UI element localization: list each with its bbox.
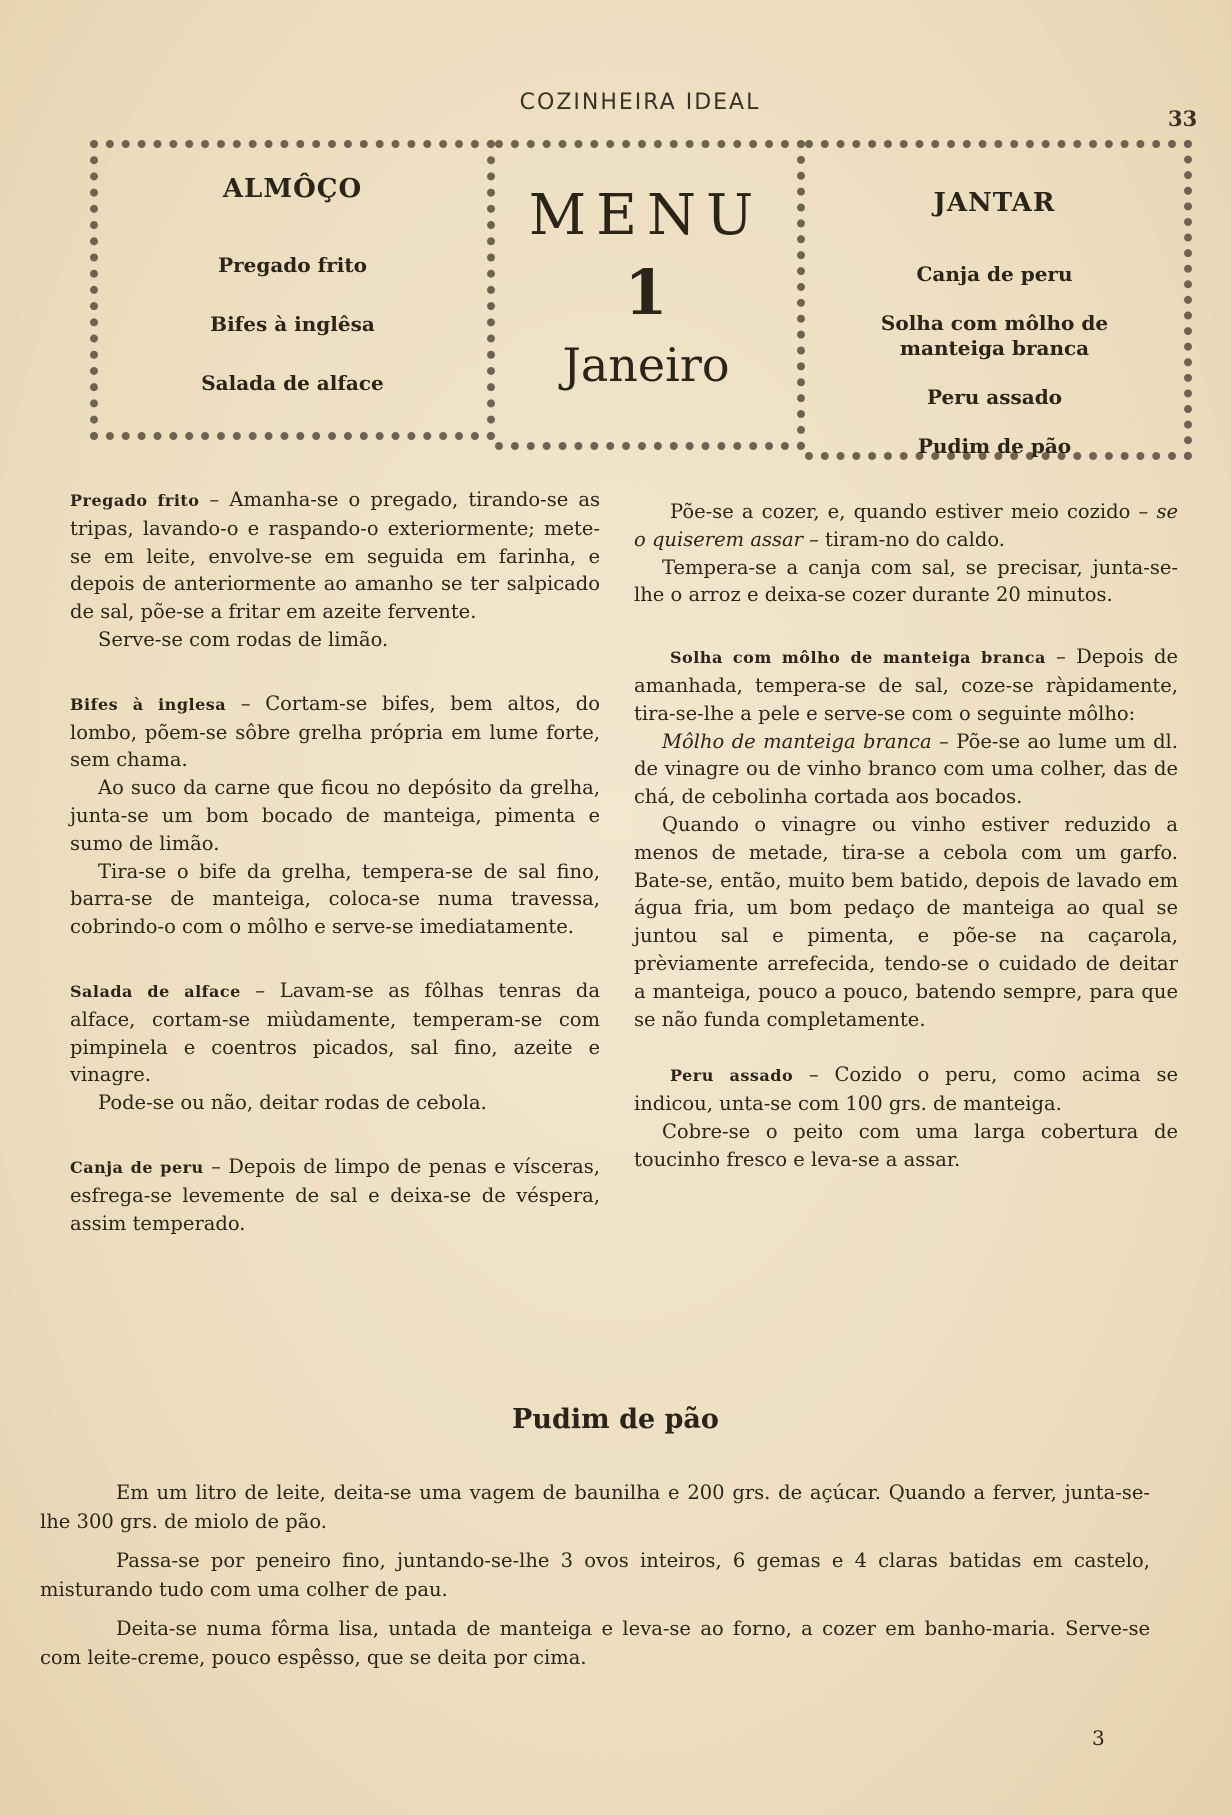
recipe-text: – Cozido o peru, como acima se indicou, unta-se com 100 grs. de manteiga.: [634, 1063, 1178, 1116]
recipe-paragraph: [634, 498, 1178, 554]
recipe-solha: [634, 643, 1178, 1033]
recipe-name: Bifes à inglesa: [70, 694, 227, 714]
sauce-name: Môlho de manteiga branca: [662, 729, 932, 753]
left-column: [70, 486, 600, 1273]
recipe-paragraph: Deita-se numa fôrma lisa, untada de manteiga e leva-se ao forno, a cozer em banho-maria. Serve-se com leite-creme, pouco espêsso, que se deita por cima.: [40, 1617, 1150, 1669]
recipe-paragraph: [70, 1153, 600, 1237]
recipe-paragraph: Tempera-se a canja com sal, se precisar, junta-se-lhe o arroz e deixa-se cozer durante 20 minutos.: [634, 555, 1178, 607]
recipe-text: – Põe-se ao lume um dl. de vinagre ou de vinho branco com uma colher, das de chá, de cebolinha cortada aos bocados.: [634, 729, 1178, 809]
recipe-name: Pregado frito: [70, 491, 200, 510]
recipe-paragraph: Em um litro de leite, deita-se uma vagem de baunilha e 200 grs. de açúcar. Quando a ferver, junta-se-lhe 300 grs. de miolo de pão.: [40, 1481, 1150, 1533]
recipe-paragraph: Cobre-se o peito com uma larga cobertura de toucinho fresco e leva-se a assar.: [634, 1119, 1178, 1171]
recipe-text-italic: se o quiserem assar: [634, 500, 1178, 551]
recipe-salada: [70, 977, 600, 1117]
lunch-item: Pregado frito: [218, 253, 367, 277]
recipe-paragraph: [634, 643, 1178, 727]
recipe-paragraph: Ao suco da carne que ficou no depósito da grelha, junta-se um bom bocado de manteiga, pimenta e sumo de limão.: [70, 776, 600, 855]
recipe-pregado: [70, 486, 600, 654]
recipe-paragraph: Tira-se o bife da grelha, tempera-se de sal fino, barra-se de manteiga, coloca-se numa travessa, cobrindo-o com o môlho e serve-se imediatamente.: [70, 859, 600, 939]
right-column: [634, 498, 1178, 1210]
running-title: COZINHEIRA IDEAL: [519, 90, 761, 115]
recipe-paragraph: Quando o vinagre ou vinho estiver reduzido a menos de metade, tira-se a cebola com um garfo. Bate-se, então, muito bem batido, depois de lavado em água fria, um bom pedaço de manteiga ao qual se juntou sal e pimenta, e põe-se na caçarola, prèviamente arrefecida, tendo-se o cuidado de deitar a manteiga, pouco a pouco, batendo sempre, para que se não funda completamente.: [634, 812, 1178, 1031]
recipe-canja-continued: [634, 498, 1178, 609]
recipe-text: – Amanha-se o pregado, tirando-se as tripas, lavando-o e raspando-o exteriormente; mete-se em leite, envolve-se em seguida em farinha, e depois de anteriormente ao amanho se ter salpicado de sal, põe-se a fritar em azeite fervente.: [70, 488, 601, 624]
recipe-peru: [634, 1061, 1178, 1173]
dinner-panel: [805, 140, 1192, 460]
recipe-text: – tiram-no do caldo.: [802, 527, 1005, 551]
recipe-text: – Depois de limpo de penas e vísceras, esfrega-se levemente de sal e deixa-se de véspera, assim temperado.: [70, 1154, 601, 1235]
lunch-item: Salada de alface: [201, 371, 384, 395]
menu-heading: MENU: [528, 183, 764, 248]
recipe-text: Põe-se a cozer, e, quando estiver meio cozido –: [670, 500, 1157, 523]
recipe-canja: [70, 1153, 600, 1237]
recipe-paragraph: Passa-se por peneiro fino, juntando-se-lhe 3 ovos inteiros, 6 gemas e 4 claras batidas em castelo, misturando tudo com uma colher de pau.: [40, 1549, 1150, 1601]
recipe-text: – Lavam-se as fôlhas tenras da alface, cortam-se miùdamente, temperam-se com pimpinela e coentros picados, sal fino, azeite e vinagre.: [70, 978, 600, 1087]
recipe-name: Canja de peru: [70, 1157, 204, 1177]
menu-number: 1: [624, 256, 668, 329]
recipe-paragraph: Pode-se ou não, deitar rodas de cebola.: [98, 1091, 487, 1115]
recipe-paragraph: [70, 486, 600, 626]
recipe-paragraph: [634, 728, 1178, 811]
recipe-name: Solha com môlho de manteiga branca: [670, 648, 1046, 668]
lunch-item: Bifes à inglêsa: [210, 312, 375, 336]
lunch-panel: [90, 140, 495, 440]
recipe-paragraph: [70, 977, 600, 1089]
dinner-item: Canja de peru: [916, 262, 1073, 286]
recipe-bifes: [70, 690, 600, 941]
dinner-title: JANTAR: [933, 188, 1056, 218]
lunch-title: ALMÔÇO: [222, 174, 363, 204]
recipe-paragraph: [634, 1061, 1178, 1118]
menu-box: [90, 140, 1192, 458]
page-number: 33: [1168, 106, 1198, 131]
pudim-title: Pudim de pão: [512, 1404, 719, 1435]
dinner-item: Pudim de pão: [917, 434, 1072, 458]
menu-month: Janeiro: [562, 338, 730, 392]
pudim-recipe: [40, 1478, 1150, 1682]
recipe-name: Salada de alface: [70, 981, 241, 1001]
recipe-text: – Cortam-se bifes, bem altos, do lombo, põem-se sôbre grelha própria em lume forte, sem chama.: [70, 691, 600, 772]
dinner-item: Solha com môlho de manteiga branca: [880, 311, 1109, 360]
signature-mark: 3: [1092, 1726, 1105, 1750]
dinner-item: Peru assado: [926, 385, 1063, 409]
recipe-text: – Depois de amanhada, tempera-se de sal, coze-se ràpidamente, tira-se-lhe a pele e serve-se com o seguinte môlho:: [634, 645, 1178, 725]
menu-center-panel: [495, 140, 805, 450]
recipe-name: Peru assado: [670, 1066, 794, 1086]
recipe-paragraph: Serve-se com rodas de limão.: [98, 627, 389, 651]
recipe-paragraph: [70, 690, 600, 774]
